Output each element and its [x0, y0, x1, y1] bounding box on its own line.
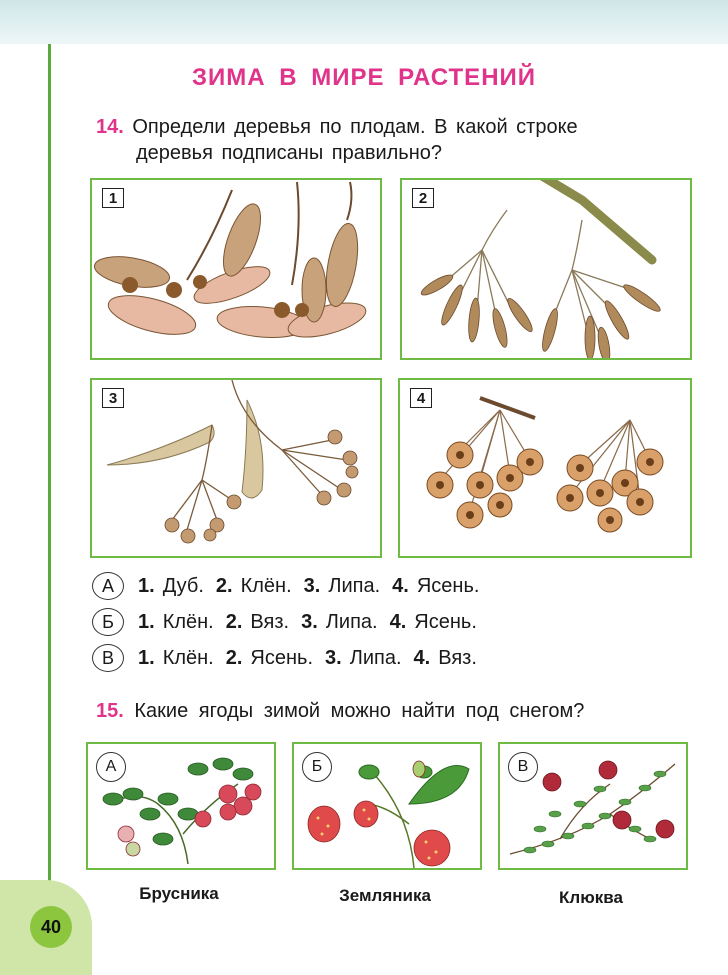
question-15-text: Какие ягоды зимой можно найти под снегом? — [134, 700, 585, 722]
answer-option-v[interactable]: В 1. Клён. 2. Ясень. 3. Липа. 4. Вяз. — [92, 640, 491, 676]
berry-panel-a[interactable] — [86, 742, 276, 870]
option-letter: Б — [92, 608, 124, 636]
fruit-panel-4 — [398, 378, 692, 558]
page-header-band — [0, 0, 728, 44]
panel-number-3: 3 — [102, 388, 124, 408]
berry-caption-a: Брусника — [139, 884, 219, 903]
berry-letter-v: В — [508, 752, 538, 782]
question-14 — [96, 114, 706, 166]
page-number: 40 — [30, 906, 72, 948]
answer-option-b[interactable]: Б 1. Клён. 2. Вяз. 3. Липа. 4. Ясень. — [92, 604, 491, 640]
question-14-text-line1: Определи деревья по плодам. В какой строке — [132, 116, 578, 138]
panel-number-1: 1 — [102, 188, 124, 208]
berry-caption-v: Клюква — [559, 888, 623, 907]
page-title: ЗИМА В МИРЕ РАСТЕНИЙ — [191, 64, 537, 91]
berry-letter-b: Б — [302, 752, 332, 782]
berry-letter-a: А — [96, 752, 126, 782]
elm-samara-icon — [400, 380, 690, 556]
margin-line — [48, 44, 51, 924]
question-15-number: 15. — [96, 700, 124, 722]
question-15 — [96, 700, 696, 723]
answer-option-a[interactable]: А 1. Дуб. 2. Клён. 3. Липа. 4. Ясень. — [92, 568, 491, 604]
panel-number-2: 2 — [412, 188, 434, 208]
berry-caption-b: Земляника — [339, 886, 431, 905]
maple-samara-icon — [92, 180, 380, 358]
question-14-number: 14. — [96, 116, 124, 138]
fruit-panel-3 — [90, 378, 382, 558]
answer-options — [92, 568, 491, 676]
berry-panel-v[interactable] — [498, 742, 688, 870]
berry-panel-b[interactable] — [292, 742, 482, 870]
question-14-text-line2: деревья подписаны правильно? — [136, 142, 443, 164]
option-letter: В — [92, 644, 124, 672]
panel-number-4: 4 — [410, 388, 432, 408]
linden-fruit-icon — [92, 380, 380, 556]
option-letter: А — [92, 572, 124, 600]
fruit-panel-2 — [400, 178, 692, 360]
ash-samara-icon — [402, 180, 690, 358]
fruit-panel-1 — [90, 178, 382, 360]
